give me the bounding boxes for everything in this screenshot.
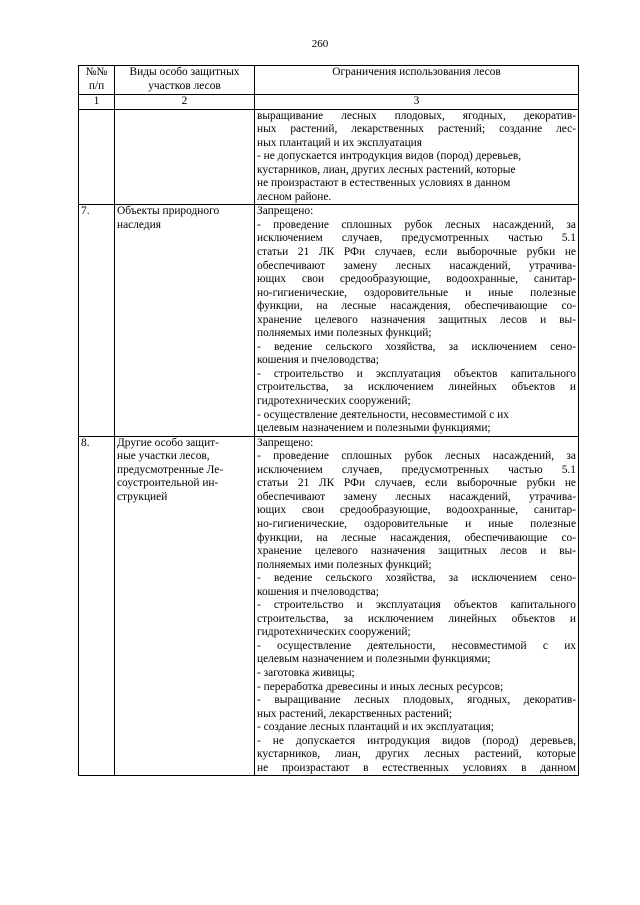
text-line: исключением случаев, предусмотренных частью 5.1 [257,463,576,476]
text-line: - осуществление деятельности, несовместимой с их [257,639,576,652]
text-line: - строительство и эксплуатация объектов капитального [257,599,576,612]
text-line: - ведение сельского хозяйства, за исключением сено- [257,572,576,585]
continuation-type-cell [115,109,255,205]
text-line: кошения и пчеловодства; [257,585,379,598]
text-line: обеспечивают замену лесных насаждений, утрачива- [257,259,576,272]
column-index-3: 3 [255,95,579,110]
page-number: 260 [311,38,329,50]
row-7-restrictions [255,205,579,436]
header-num: №№ п/п [79,66,115,95]
text-line: целевым назначением и полезными функциями; [257,653,491,666]
row-8-restrictions [255,436,579,776]
text-line: - выращивание лесных плодовых, ягодных, декоратив- [257,694,576,707]
text-line: функции, на лесные насаждения, обеспечивающие со- [257,531,576,544]
text-line: кустарников, лиан, других лесных растений, которые [257,163,516,176]
row-8-num: 8. [79,436,115,776]
text-line: Запрещено: [257,205,314,218]
text-line: лесном районе. [257,190,332,203]
table-row-continuation [79,109,579,205]
text-line: но-гигиенические, оздоровительные и иные полезные [257,517,576,530]
type-text-line: соустроительной ин- [117,477,219,490]
restrictions-table [78,65,579,776]
text-line: ных плантаций и их эксплуатация [257,136,422,149]
text-line: - ведение сельского хозяйства, за исключением сено- [257,340,576,353]
text-line: - не допускается интродукция видов (пород) деревьев, [257,734,576,747]
text-line: гидротехнических сооружений; [257,395,411,408]
text-line: - заготовка живицы; [257,666,355,679]
table-row-8 [79,436,579,776]
text-line: ных растений, лекарственных растений; создание лес- [257,123,576,136]
text-line: - проведение сплошных рубок лесных насаждений, за [257,218,576,231]
text-line: - осуществление деятельности, несовместимой с их [257,408,509,421]
text-line: строительства, за исключением линейных объектов и [257,381,576,394]
column-index-row [79,95,579,110]
text-line: строительства, за исключением линейных объектов и [257,612,576,625]
table-header-row [79,66,579,95]
text-line: гидротехнических сооружений; [257,626,411,639]
column-index-2: 2 [115,95,255,110]
text-line: исключением случаев, предусмотренных частью 5.1 [257,232,576,245]
text-line: - переработка древесины и иных лесных ресурсов; [257,680,504,693]
text-line: хранение целевого назначения защитных лесов и вы- [257,545,576,558]
text-line: целевым назначением и полезными функциями; [257,422,491,435]
text-line: ных растений, лекарственных растений; [257,707,453,720]
text-line: обеспечивают замену лесных насаждений, утрачива- [257,490,576,503]
text-line: функции, на лесные насаждения, обеспечивающие со- [257,300,576,313]
text-line: кустарников, лиан, других лесных растений, которые [257,748,576,761]
text-line: не произрастают в естественных условиях в данном [257,177,511,190]
row-8-type [115,436,255,776]
continuation-num-cell [79,109,115,205]
row-7-type: Объекты природного наследия [115,205,255,436]
text-line: ющих свои средообразующие, водоохранные, санитар- [257,504,576,517]
column-index-1: 1 [79,95,115,110]
text-line: - строительство и эксплуатация объектов капитального [257,367,576,380]
type-text-line: ные участки лесов, [117,450,210,463]
text-line: полняемых ими полезных функций; [257,327,432,340]
text-line: статьи 21 ЛК РФи случаев, если выборочные рубки не [257,246,576,259]
text-line: не произрастают в естественных условиях в данном [257,761,576,774]
type-text-line: струкцией [117,490,168,503]
text-line: статьи 21 ЛК РФи случаев, если выборочные рубки не [257,477,576,490]
text-line: - проведение сплошных рубок лесных насаждений, за [257,450,576,463]
text-line: кошения и пчеловодства; [257,354,379,367]
continuation-restrictions-cell [255,109,579,205]
text-line: полняемых ими полезных функций; [257,558,432,571]
type-text-line: Другие особо защит- [117,436,219,449]
text-line: выращивание лесных плодовых, ягодных, декоратив- [257,109,576,122]
text-line: хранение целевого назначения защитных лесов и вы- [257,313,576,326]
text-line: - не допускается интродукция видов (пород) деревьев, [257,150,522,163]
row-7-num: 7. [79,205,115,436]
header-type: Виды особо защитных участков лесов [115,66,255,95]
text-line: - создание лесных плантаций и их эксплуатация; [257,721,494,734]
text-line: ющих свои средообразующие, водоохранные, санитар- [257,273,576,286]
text-line: Запрещено: [257,436,314,449]
table-row-7 [79,205,579,436]
type-text-line: предусмотренные Ле- [117,463,224,476]
text-line: но-гигиенические, оздоровительные и иные полезные [257,286,576,299]
header-restrictions: Ограничения использования лесов [255,66,579,95]
